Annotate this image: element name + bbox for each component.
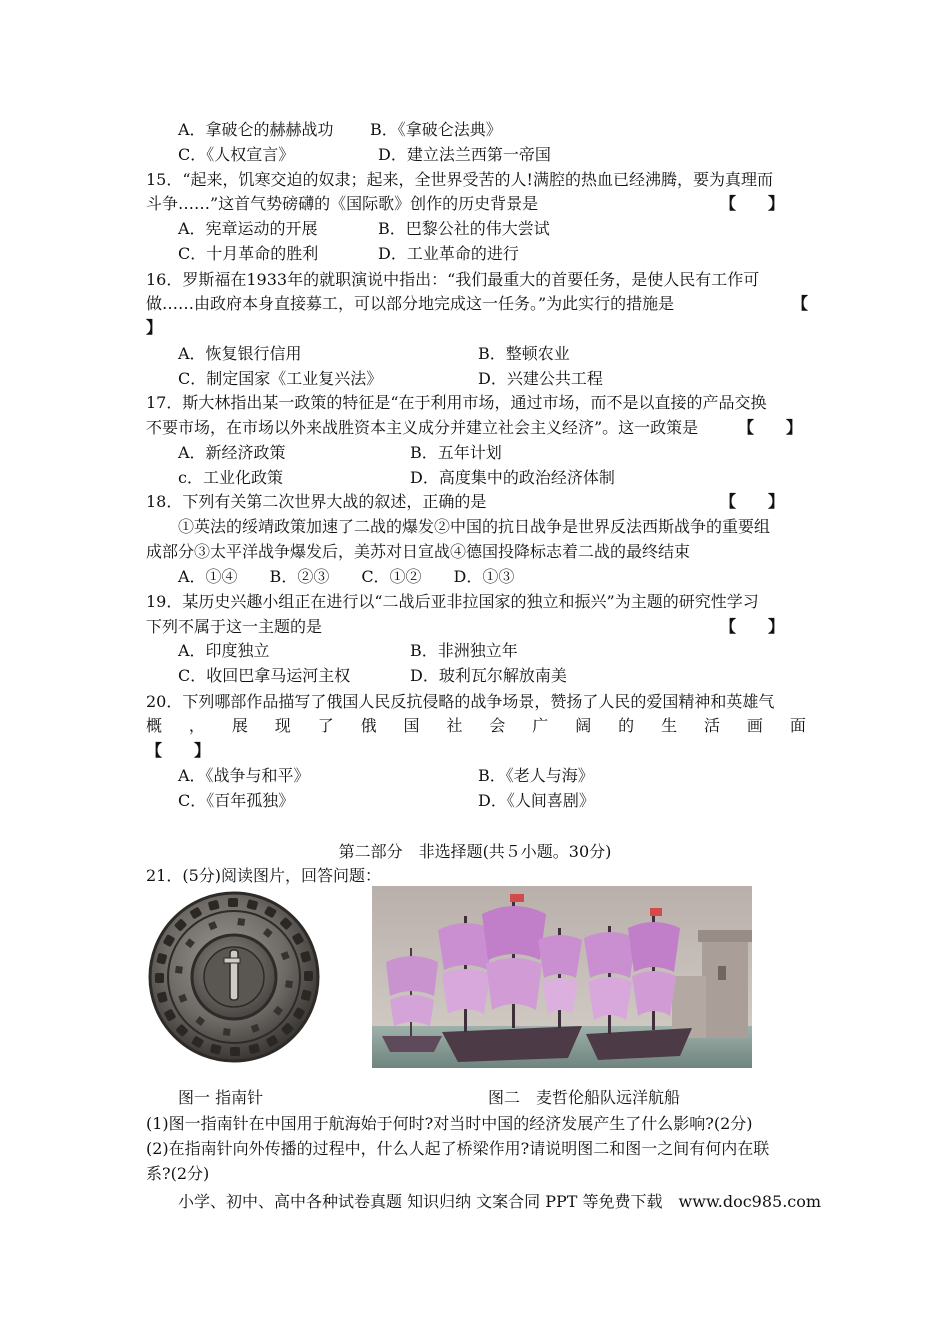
figure2-caption: 图二 麦哲伦船队远洋航船 <box>488 1088 681 1107</box>
q16-bracket-open: 【 <box>792 294 809 313</box>
q15-stem-line2: 斗争……”这首气势磅礴的《国际歌》创作的历史背景是 <box>146 194 539 213</box>
q20-stem-line1: 20．下列哪部作品描写了俄国人民反抗侵略的战争场景，赞扬了人民的爱国精神和英雄气 <box>146 692 775 711</box>
q18-options: A．①④ B．②③ C．①② D．①③ <box>178 567 515 586</box>
q18-stem-line1: 18．下列有关第二次世界大战的叙述，正确的是 <box>146 492 487 511</box>
q16-option-d: D．兴建公共工程 <box>478 369 603 388</box>
q18-stem-line2: ①英法的绥靖政策加速了二战的爆发②中国的抗日战争是世界反法西斯战争的重要组 <box>178 517 771 536</box>
q14-option-c: C．《人权宣言》 <box>178 145 295 164</box>
q19-answer-bracket: 【 】 <box>720 617 785 636</box>
q20-char: 阔 <box>575 716 592 735</box>
q14-option-a: A．拿破仑的赫赫战功 <box>178 120 334 139</box>
q17-option-a: A．新经济政策 <box>178 443 286 462</box>
q20-option-b: B．《老人与海》 <box>478 766 594 785</box>
q20-char: 活 <box>703 716 720 735</box>
q17-answer-bracket: 【 】 <box>738 418 803 437</box>
q19-option-c: C．收回巴拿马运河主权 <box>178 666 351 685</box>
q16-option-c: C．制定国家《工业复兴法》 <box>178 369 383 388</box>
q17-stem-line2: 不要市场，在市场以外来战胜资本主义成分并建立社会主义经济”。这一政策是 <box>146 418 699 437</box>
q20-char: 现 <box>274 716 291 735</box>
q16-option-a: A．恢复银行信用 <box>178 344 302 363</box>
q15-option-b: B．巴黎公社的伟大尝试 <box>378 219 550 238</box>
q20-option-d: D．《人间喜剧》 <box>478 791 595 810</box>
q20-char: 了 <box>317 716 334 735</box>
q15-option-c: C．十月革命的胜利 <box>178 244 319 263</box>
compass-figure <box>146 888 326 1066</box>
q20-answer-bracket: 【 】 <box>146 741 211 760</box>
q20-stem-line2-justified <box>146 714 806 738</box>
q19-stem-line1: 19．某历史兴趣小组正在进行以“二战后亚非拉国家的独立和振兴”为主题的研究性学习 <box>146 592 759 611</box>
q17-stem-line1: 17．斯大林指出某一政策的特征是“在于利用市场，通过市场，而不是以直接的产品交换 <box>146 393 767 412</box>
q19-stem-line2: 下列不属于这一主题的是 <box>146 617 323 636</box>
q19-option-d: D．玻利瓦尔解放南美 <box>410 666 567 685</box>
q20-char: 的 <box>618 716 635 735</box>
q15-stem-line1: 15．“起来，饥寒交迫的奴隶；起来，全世界受苦的人!满腔的热血已经沸腾，要为真理而 <box>146 170 773 189</box>
q15-option-a: A．宪章运动的开展 <box>178 219 318 238</box>
q20-char: 社 <box>446 716 463 735</box>
q14-option-b: B．《拿破仑法典》 <box>370 120 502 139</box>
q15-answer-bracket: 【 】 <box>720 194 785 213</box>
q20-char: 展 <box>231 716 248 735</box>
q17-option-b: B．五年计划 <box>410 443 502 462</box>
q15-option-d: D．工业革命的进行 <box>378 244 519 263</box>
q16-stem-line2: 做……由政府本身直接募工，可以部分地完成这一任务。”为此实行的措施是 <box>146 294 675 313</box>
figure1-caption: 图一 指南针 <box>178 1088 264 1107</box>
q20-char: 生 <box>661 716 678 735</box>
q21-part1: (1)图一指南针在中国用于航海始于何时?对当时中国的经济发展产生了什么影响?(2分) <box>146 1114 753 1133</box>
section-two-heading: 第二部分 非选择题(共５小题。30分) <box>338 842 612 861</box>
q20-char: 会 <box>489 716 506 735</box>
q14-option-d: D．建立法兰西第一帝国 <box>378 145 551 164</box>
q17-option-c: c．工业化政策 <box>178 468 283 487</box>
q20-option-a: A．《战争与和平》 <box>178 766 310 785</box>
q19-option-a: A．印度独立 <box>178 641 270 660</box>
q19-option-b: B．非洲独立年 <box>410 641 518 660</box>
magellan-ships-figure <box>372 886 752 1068</box>
q20-char: 俄 <box>360 716 377 735</box>
q18-stem-line3: 成部分③太平洋战争爆发后，美苏对日宣战④德国投降标志着二战的最终结束 <box>146 542 691 561</box>
q16-stem-line1: 16．罗斯福在1933年的就职演说中指出：“我们最重大的首要任务，是使人民有工作可 <box>146 270 760 289</box>
footer-watermark-text: 小学、初中、高中各种试卷真题 知识归纳 文案合同 PPT 等免费下载 www.doc985.com <box>178 1192 822 1211</box>
q21-part2-line1: (2)在指南针向外传播的过程中，什么人起了桥梁作用?请说明图二和图一之间有何内在联 <box>146 1139 770 1158</box>
q16-option-b: B．整顿农业 <box>478 344 570 363</box>
q20-char: 国 <box>403 716 420 735</box>
q18-answer-bracket: 【 】 <box>720 492 785 511</box>
q16-bracket-close: 】 <box>146 318 163 337</box>
q20-char: ， <box>188 716 205 735</box>
q17-option-d: D．高度集中的政治经济体制 <box>410 468 615 487</box>
q21-title: 21．(5分)阅读图片，回答问题： <box>146 866 382 885</box>
q20-char: 广 <box>532 716 549 735</box>
q21-part2-line2: 系?(2分) <box>146 1164 210 1183</box>
q20-char: 画 <box>746 716 763 735</box>
q20-option-c: C．《百年孤独》 <box>178 791 295 810</box>
q20-char: 面 <box>789 716 806 735</box>
q20-char: 概 <box>146 716 163 735</box>
